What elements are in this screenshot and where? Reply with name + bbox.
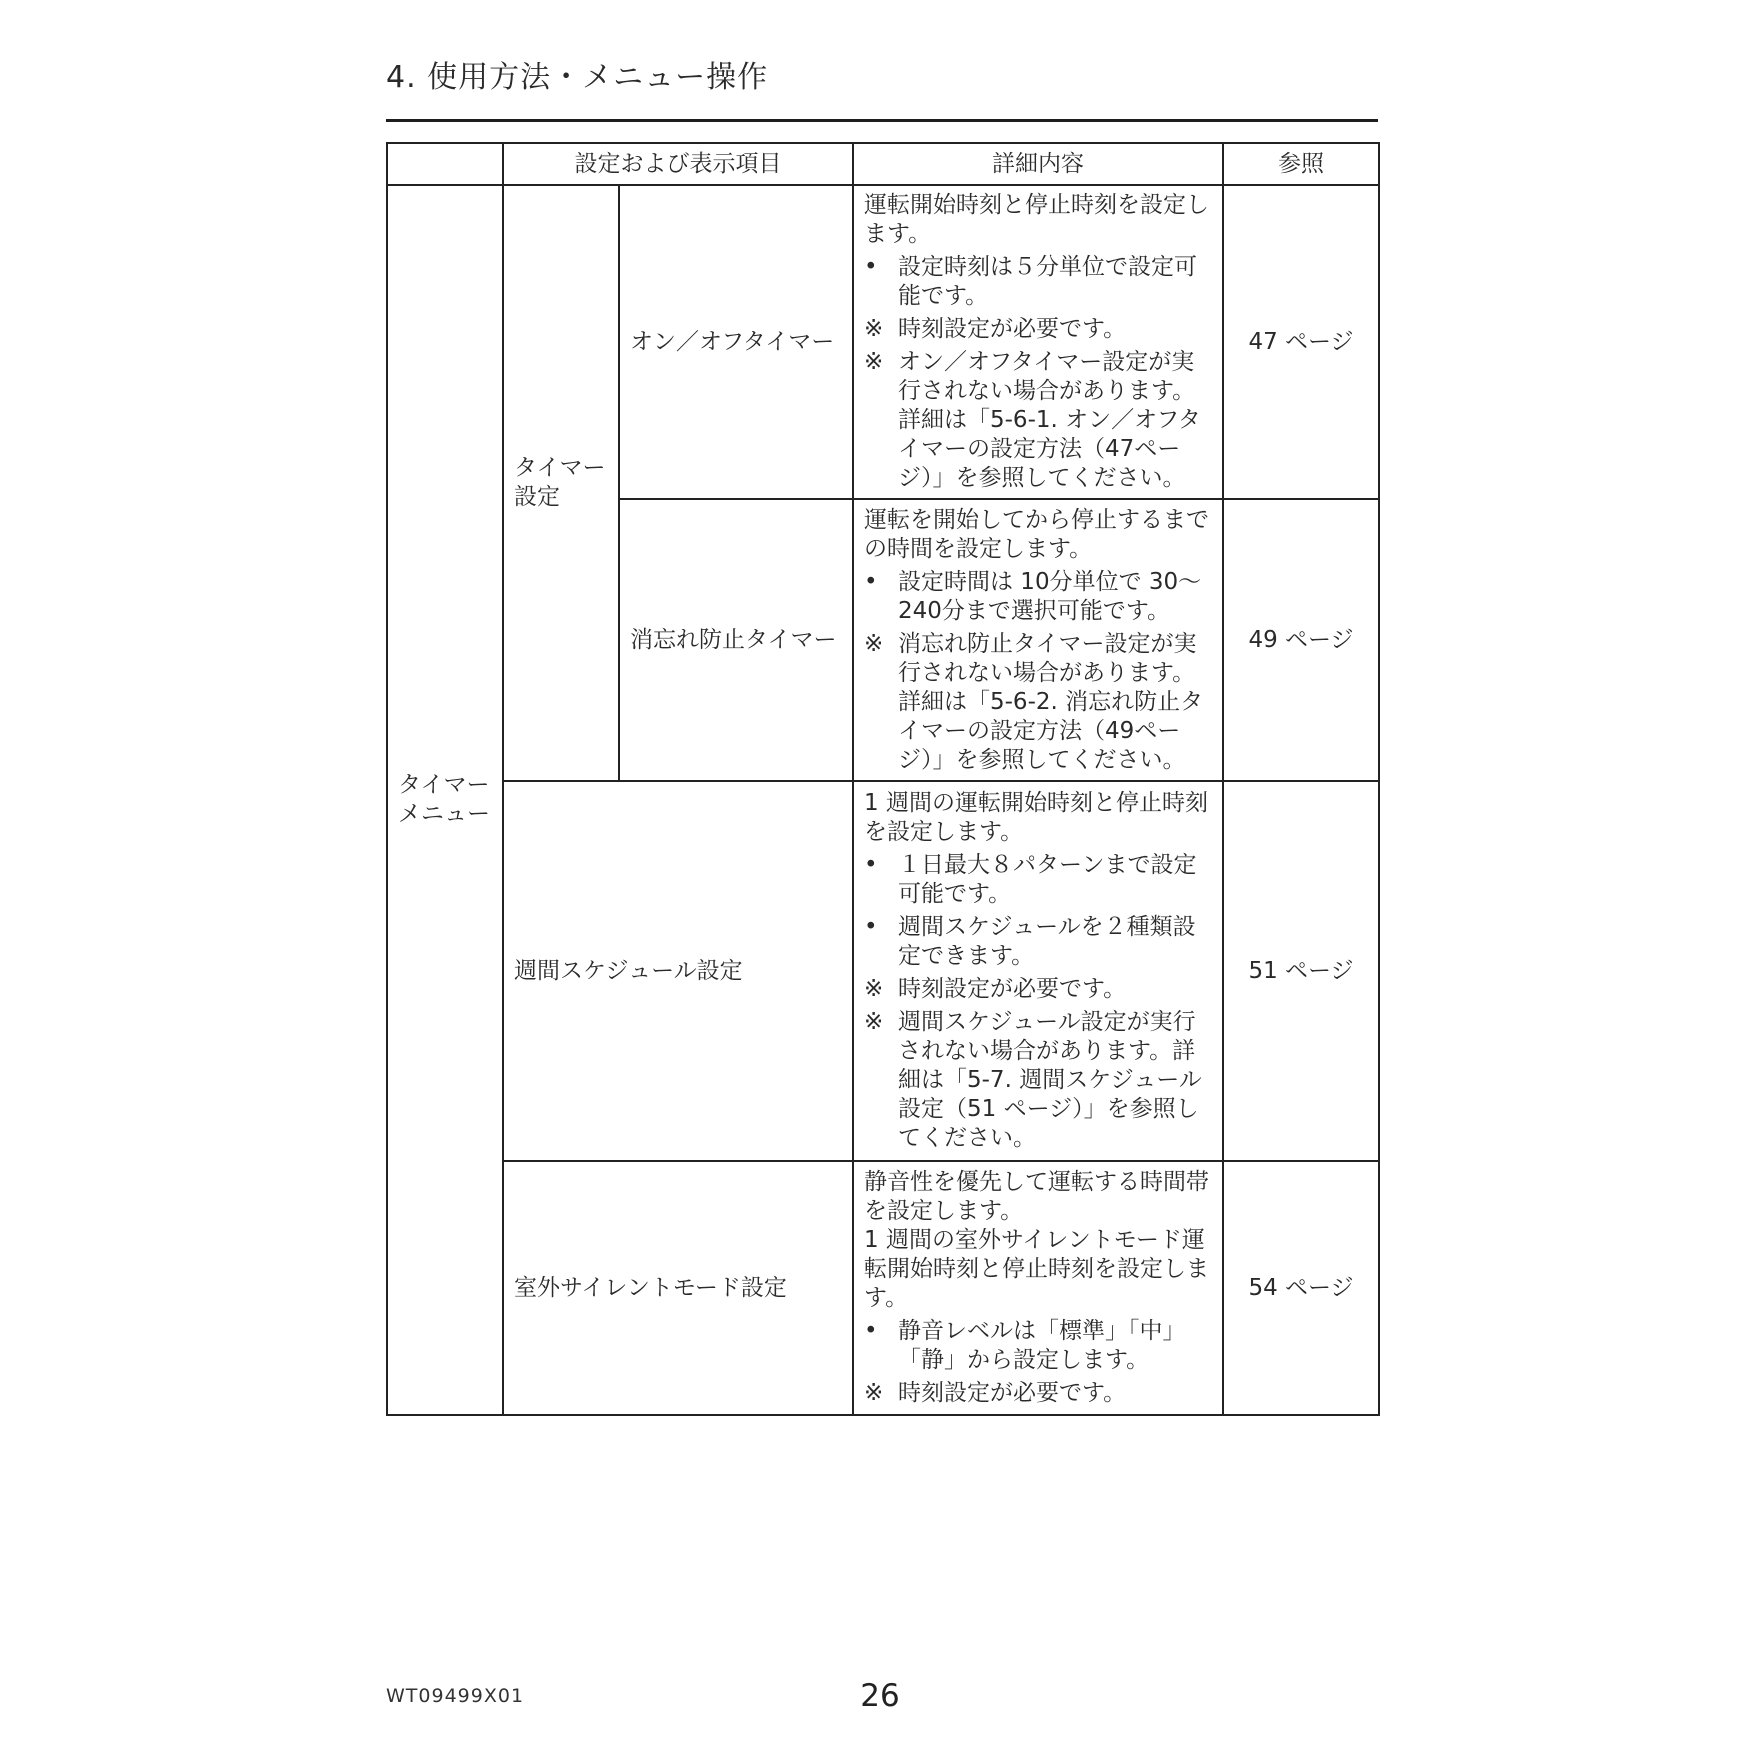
column-header-details: 詳細内容 xyxy=(853,143,1223,185)
reference-mark: ※ xyxy=(864,630,884,657)
bullet-mark: • xyxy=(864,568,878,595)
detail-cell xyxy=(853,1161,1223,1415)
detail-cell xyxy=(853,781,1223,1161)
note-item xyxy=(864,315,1212,344)
reference-cell: 49 ページ xyxy=(1223,499,1379,781)
note-item xyxy=(864,348,1212,493)
reference-cell: 54 ページ xyxy=(1223,1161,1379,1415)
note-text: 設定時刻は５分単位で設定可能です。 xyxy=(898,254,1197,309)
header-rule xyxy=(386,119,1378,122)
note-text: 時刻設定が必要です。 xyxy=(898,1380,1127,1406)
note-text: 消忘れ防止タイマー設定が実行されない場合があります。詳細は「5-6-2. 消忘れ防止タイマーの設定方法（49ページ）」を参照してください。 xyxy=(898,630,1204,773)
table-row xyxy=(387,185,1379,499)
setting-item-cell: 室外サイレントモード設定 xyxy=(503,1161,853,1415)
note-text: オン／オフタイマー設定が実行されない場合があります。詳細は「5-6-1. オン／オフタイマーの設定方法（47ページ）」を参照してください。 xyxy=(898,349,1201,491)
note-text: １日最大８パターンまで設定可能です。 xyxy=(898,852,1197,907)
column-header-reference: 参照 xyxy=(1223,143,1379,185)
settings-table xyxy=(386,142,1380,1416)
header-blank-cell xyxy=(387,143,503,185)
setting-item-cell: 週間スケジュール設定 xyxy=(503,781,853,1161)
reference-cell: 47 ページ xyxy=(1223,185,1379,499)
table-header-row xyxy=(387,143,1379,185)
note-item xyxy=(864,913,1212,971)
detail-cell xyxy=(853,185,1223,499)
reference-mark: ※ xyxy=(864,316,884,342)
section-title: 4. 使用方法・メニュー操作 xyxy=(386,60,769,95)
note-item xyxy=(864,1008,1212,1153)
timer-group-label-cell: タイマー設定 xyxy=(503,185,619,781)
note-text: 時刻設定が必要です。 xyxy=(898,976,1127,1002)
setting-item-cell: オン／オフタイマー xyxy=(619,185,853,499)
note-text: 週間スケジュール設定が実行されない場合があります。詳細は「5-7. 週間スケジュール設定（51 ページ）」を参照してください。 xyxy=(898,1009,1202,1151)
menu-label-cell: タイマーメニュー xyxy=(387,185,503,1415)
table-row xyxy=(387,781,1379,1161)
bullet-mark: • xyxy=(864,914,878,940)
bullet-mark: • xyxy=(864,852,878,878)
note-item xyxy=(864,1379,1212,1408)
detail-description-2: 1 週間の室外サイレントモード運転開始時刻と停止時刻を設定します。 xyxy=(864,1227,1209,1311)
detail-cell xyxy=(853,499,1223,781)
reference-mark: ※ xyxy=(864,349,884,375)
note-item xyxy=(864,253,1212,311)
setting-item-cell: 消忘れ防止タイマー xyxy=(619,499,853,781)
note-item xyxy=(864,568,1212,626)
bullet-mark: • xyxy=(864,1318,878,1344)
note-text: 静音レベルは「標準」「中」「静」から設定します。 xyxy=(898,1318,1186,1373)
note-text: 時刻設定が必要です。 xyxy=(898,316,1127,342)
page-number: 26 xyxy=(860,1678,900,1714)
document-code: WT09499X01 xyxy=(386,1685,525,1707)
note-item xyxy=(864,630,1212,775)
detail-description: 運転を開始してから停止するまでの時間を設定します。 xyxy=(864,506,1209,562)
table-row xyxy=(387,1161,1379,1415)
detail-description: 静音性を優先して運転する時間帯を設定します。 xyxy=(864,1169,1209,1224)
note-item xyxy=(864,851,1212,909)
note-text: 設定時間は 10分単位で 30～240分まで選択可能です。 xyxy=(898,568,1202,624)
detail-description: 運転開始時刻と停止時刻を設定します。 xyxy=(864,192,1209,247)
detail-description: 1 週間の運転開始時刻と停止時刻を設定します。 xyxy=(864,790,1208,845)
reference-cell: 51 ページ xyxy=(1223,781,1379,1161)
note-text: 週間スケジュールを２種類設定できます。 xyxy=(898,914,1196,969)
bullet-mark: • xyxy=(864,254,878,280)
column-header-setting-item: 設定および表示項目 xyxy=(503,143,853,185)
reference-mark: ※ xyxy=(864,1380,884,1406)
note-item xyxy=(864,1317,1212,1375)
reference-mark: ※ xyxy=(864,1009,884,1035)
reference-mark: ※ xyxy=(864,976,884,1002)
note-item xyxy=(864,975,1212,1004)
